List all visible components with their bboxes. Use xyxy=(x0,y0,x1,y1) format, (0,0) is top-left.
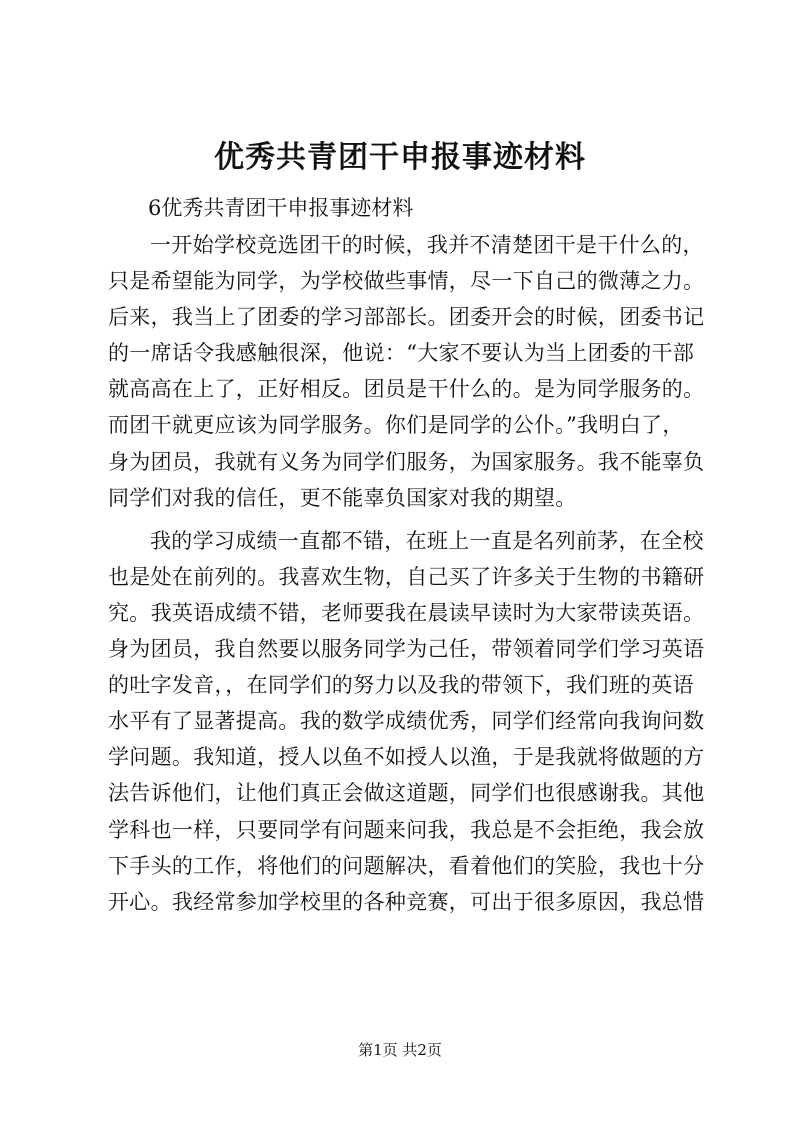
text-line: 下手头的工作，将他们的问题解决，看着他们的笑脸，我也十分 xyxy=(108,853,705,878)
text-line: 学科也一样，只要同学有问题来问我，我总是不会拒绝，我会放 xyxy=(108,817,705,842)
paragraph-2 xyxy=(108,523,718,920)
paragraph-gap xyxy=(108,516,718,523)
text-line: 的一席话令我感触很深，他说：“大家不要认为当上团委的干部 xyxy=(108,341,695,366)
text-line: 身为团员，我就有义务为同学们服务，为国家服务。我不能辜负 xyxy=(108,449,705,474)
document-body xyxy=(108,227,718,920)
page-number: 第1页 共2页 xyxy=(358,1041,442,1059)
text-line: 就高高在上了，正好相反。团员是干什么的。是为同学服务的。 xyxy=(108,377,705,402)
text-line: 同学们对我的信任，更不能辜负国家对我的期望。 xyxy=(108,485,577,510)
document-subtitle: 6优秀共青团干申报事迹材料 xyxy=(148,196,414,220)
text-line: 而团干就更应该为同学服务。你们是同学的公仆。”我明白了， xyxy=(108,413,684,438)
text-line: 身为团员，我自然要以服务同学为己任，带领着同学们学习英语 xyxy=(108,637,705,662)
text-line: 水平有了显著提高。我的数学成绩优秀，同学们经常向我询问数 xyxy=(108,709,705,734)
paragraph-1 xyxy=(108,227,718,516)
text-line: 也是处在前列的。我喜欢生物，自己买了许多关于生物的书籍研 xyxy=(108,564,705,589)
text-line: 的吐字发音，，在同学们的努力以及我的带领下，我们班的英语 xyxy=(108,673,694,698)
text-line: 究。我英语成绩不错，老师要我在晨读早读时为大家带读英语。 xyxy=(108,600,705,625)
text-line: 法告诉他们，让他们真正会做这道题，同学们也很感谢我。其他 xyxy=(108,781,705,806)
text-line: 学问题。我知道，授人以鱼不如授人以渔，于是我就将做题的方 xyxy=(108,745,705,770)
document-title: 优秀共青团干申报事迹材料 xyxy=(214,140,586,175)
text-line: 开心。我经常参加学校里的各种竞赛，可出于很多原因，我总惜 xyxy=(108,889,705,914)
text-line: 后来，我当上了团委的学习部部长。团委开会的时候，团委书记 xyxy=(108,305,705,330)
text-line: 只是希望能为同学，为学校做些事情，尽一下自己的微薄之力。 xyxy=(108,269,705,294)
text-line: 一开始学校竞选团干的时候，我并不清楚团干是干什么的， xyxy=(150,233,704,257)
text-line: 我的学习成绩一直都不错，在班上一直是名列前茅，在全校 xyxy=(150,528,704,553)
